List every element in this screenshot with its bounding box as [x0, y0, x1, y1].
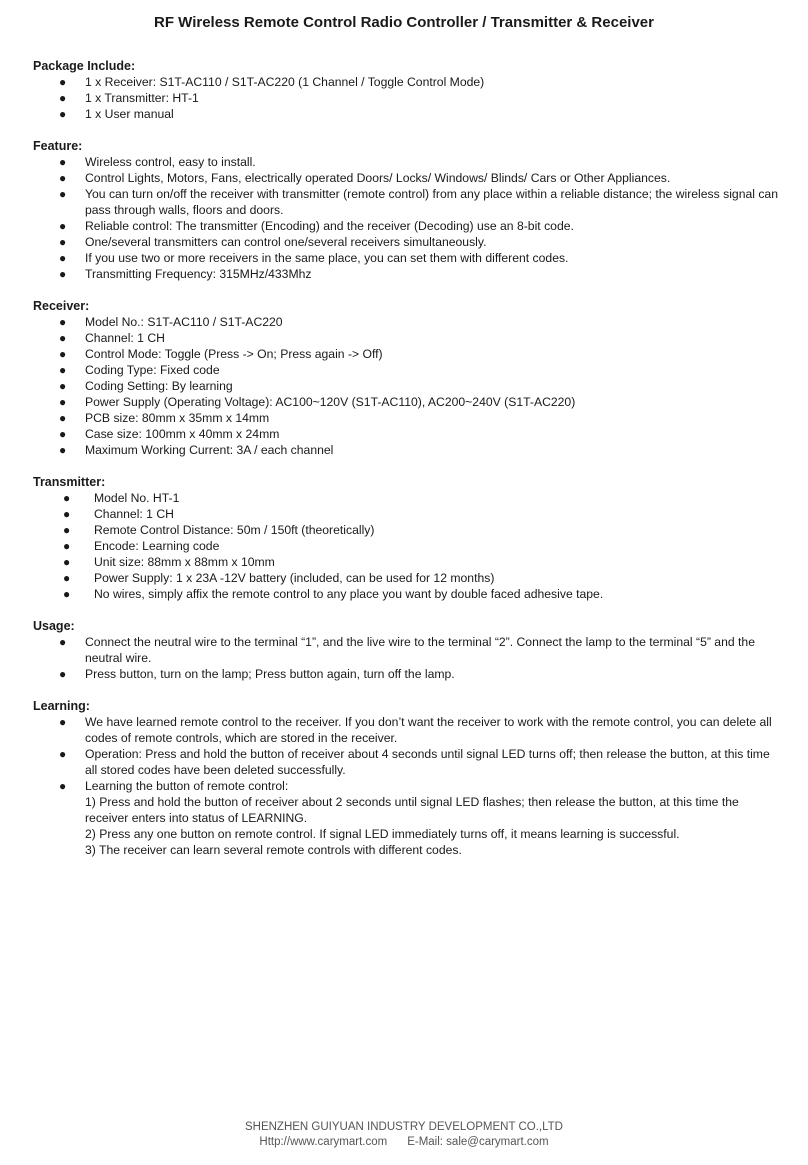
section-feature	[33, 138, 778, 282]
bullet-icon: ●	[59, 395, 67, 409]
section-receiver	[33, 298, 778, 458]
bullet-icon: ●	[63, 587, 71, 601]
list-item: ● You can turn on/off the receiver with transmitter (remote control) from any place within a reliable distance; the wireless signal can pass through walls, floors and doors.	[59, 187, 778, 217]
bullet-icon: ●	[63, 571, 71, 585]
list-item: ● Coding Setting: By learning	[59, 379, 233, 393]
list-item: ● Control Mode: Toggle (Press -> On; Press again -> Off)	[59, 347, 383, 361]
list-item: ● Model No. HT-1	[63, 491, 180, 505]
list-item: ● Remote Control Distance: 50m / 150ft (theoretically)	[63, 523, 375, 537]
list-item: ● 1 x User manual	[59, 107, 174, 121]
list-item: ● Power Supply: 1 x 23A -12V battery (included, can be used for 12 months)	[63, 571, 495, 585]
bullet-icon: ●	[59, 187, 67, 201]
bullet-icon: ●	[59, 363, 67, 377]
list-item: ● Unit size: 88mm x 88mm x 10mm	[63, 555, 275, 569]
bullet-icon: ●	[63, 539, 71, 553]
bullet-icon: ●	[59, 331, 67, 345]
list-item: ● Operation: Press and hold the button of receiver about 4 seconds until signal LED turns off; then release the button, at this time all stored codes have been deleted successfully.	[59, 747, 770, 777]
section-heading: Usage:	[33, 619, 75, 633]
section-heading: Receiver:	[33, 299, 90, 313]
learning-step: 1) Press and hold the button of receiver about 2 seconds until signal LED flashes; then release the button, at this time the receiver enters into status of LEARNING.	[85, 795, 739, 825]
contact-line	[0, 1135, 808, 1150]
bullet-icon: ●	[63, 491, 71, 505]
learning-step: 3) The receiver can learn several remote controls with different codes.	[85, 843, 462, 857]
bullet-icon: ●	[59, 315, 67, 329]
bullet-icon: ●	[59, 747, 67, 761]
email-link[interactable]: E-Mail: sale@carymart.com	[407, 1136, 549, 1148]
list-item: ● Encode: Learning code	[63, 539, 220, 553]
bullet-icon: ●	[63, 555, 71, 569]
package-list	[33, 74, 778, 122]
section-learning	[33, 698, 778, 858]
list-item: ● Coding Type: Fixed code	[59, 363, 220, 377]
list-item: ● Transmitting Frequency: 315MHz/433Mhz	[59, 267, 312, 281]
bullet-icon: ●	[59, 219, 67, 233]
bullet-icon: ●	[59, 347, 67, 361]
bullet-icon: ●	[59, 155, 67, 169]
document-body	[33, 58, 778, 874]
list-item: ● Learning the button of remote control: 1) Press and hold the button of receiver about 2 seconds until signal LED flashes; then release the button, at this time the receiver enters into status of LEARNING. 2) Press any one button on remote control. If signal LED immediately turns off, it means learning is successful. 3) The receiver can learn several remote controls with different codes.	[33, 778, 778, 858]
bullet-icon: ●	[63, 523, 71, 537]
section-heading: Learning:	[33, 699, 90, 713]
bullet-icon: ●	[59, 779, 67, 793]
bullet-icon: ●	[59, 91, 67, 105]
bullet-icon: ●	[59, 75, 67, 89]
section-heading: Package Include:	[33, 59, 136, 73]
bullet-icon: ●	[59, 267, 67, 281]
list-item: ● Press button, turn on the lamp; Press button again, turn off the lamp.	[59, 667, 455, 681]
bullet-icon: ●	[59, 427, 67, 441]
bullet-icon: ●	[59, 171, 67, 185]
list-item: ● Channel: 1 CH	[63, 507, 174, 521]
bullet-icon: ●	[59, 443, 67, 457]
learning-steps	[85, 794, 778, 858]
list-item: ● Channel: 1 CH	[59, 331, 165, 345]
list-item: ● Power Supply (Operating Voltage): AC100~120V (S1T-AC110), AC200~240V (S1T-AC220)	[59, 395, 576, 409]
transmitter-list	[33, 490, 778, 602]
list-item: ● Case size: 100mm x 40mm x 24mm	[59, 427, 280, 441]
bullet-icon: ●	[63, 507, 71, 521]
list-item: ● PCB size: 80mm x 35mm x 14mm	[59, 411, 270, 425]
usage-list	[33, 634, 778, 682]
list-item: ● Wireless control, easy to install.	[59, 155, 256, 169]
section-usage	[33, 618, 778, 682]
bullet-icon: ●	[59, 411, 67, 425]
feature-list	[33, 154, 778, 282]
list-item: ● We have learned remote control to the receiver. If you don’t want the receiver to work with the remote control, you can delete all codes of remote controls, which are stored in the receiver.	[59, 715, 772, 745]
list-item: ● Maximum Working Current: 3A / each channel	[59, 443, 334, 457]
list-item: ● Connect the neutral wire to the terminal “1”, and the live wire to the terminal “2”. Connect the lamp to the terminal “5” and the neutral wire.	[59, 635, 755, 665]
section-transmitter	[33, 474, 778, 602]
list-item: ● 1 x Receiver: S1T-AC110 / S1T-AC220 (1 Channel / Toggle Control Mode)	[59, 75, 485, 89]
section-heading: Feature:	[33, 139, 83, 153]
section-heading: Transmitter:	[33, 475, 106, 489]
document-title: RF Wireless Remote Control Radio Controller / Transmitter & Receiver	[154, 14, 654, 31]
receiver-list	[33, 314, 778, 458]
bullet-icon: ●	[59, 235, 67, 249]
bullet-icon: ●	[59, 251, 67, 265]
list-item: ● No wires, simply affix the remote control to any place you want by double faced adhesive tape.	[63, 587, 604, 601]
list-item: ● If you use two or more receivers in the same place, you can set them with different codes.	[59, 251, 569, 265]
bullet-icon: ●	[59, 107, 67, 121]
section-package	[33, 58, 778, 122]
bullet-icon: ●	[59, 635, 67, 649]
list-item: ● Reliable control: The transmitter (Encoding) and the receiver (Decoding) use an 8-bit code.	[59, 219, 574, 233]
list-item: ● 1 x Transmitter: HT-1	[59, 91, 199, 105]
company-name: SHENZHEN GUIYUAN INDUSTRY DEVELOPMENT CO.,LTD	[244, 1121, 563, 1133]
bullet-icon: ●	[59, 379, 67, 393]
bullet-icon: ●	[59, 667, 67, 681]
learning-step: 2) Press any one button on remote control. If signal LED immediately turns off, it means learning is successful.	[85, 827, 680, 841]
website-link[interactable]: Http://www.carymart.com	[259, 1136, 388, 1148]
list-item: ● Control Lights, Motors, Fans, electrically operated Doors/ Locks/ Windows/ Blinds/ Cars or Other Appliances.	[59, 171, 671, 185]
bullet-icon: ●	[59, 715, 67, 729]
learning-list	[33, 714, 778, 858]
document-footer	[0, 1120, 808, 1150]
list-item: ● One/several transmitters can control one/several receivers simultaneously.	[59, 235, 487, 249]
list-item: ● Model No.: S1T-AC110 / S1T-AC220	[59, 315, 283, 329]
